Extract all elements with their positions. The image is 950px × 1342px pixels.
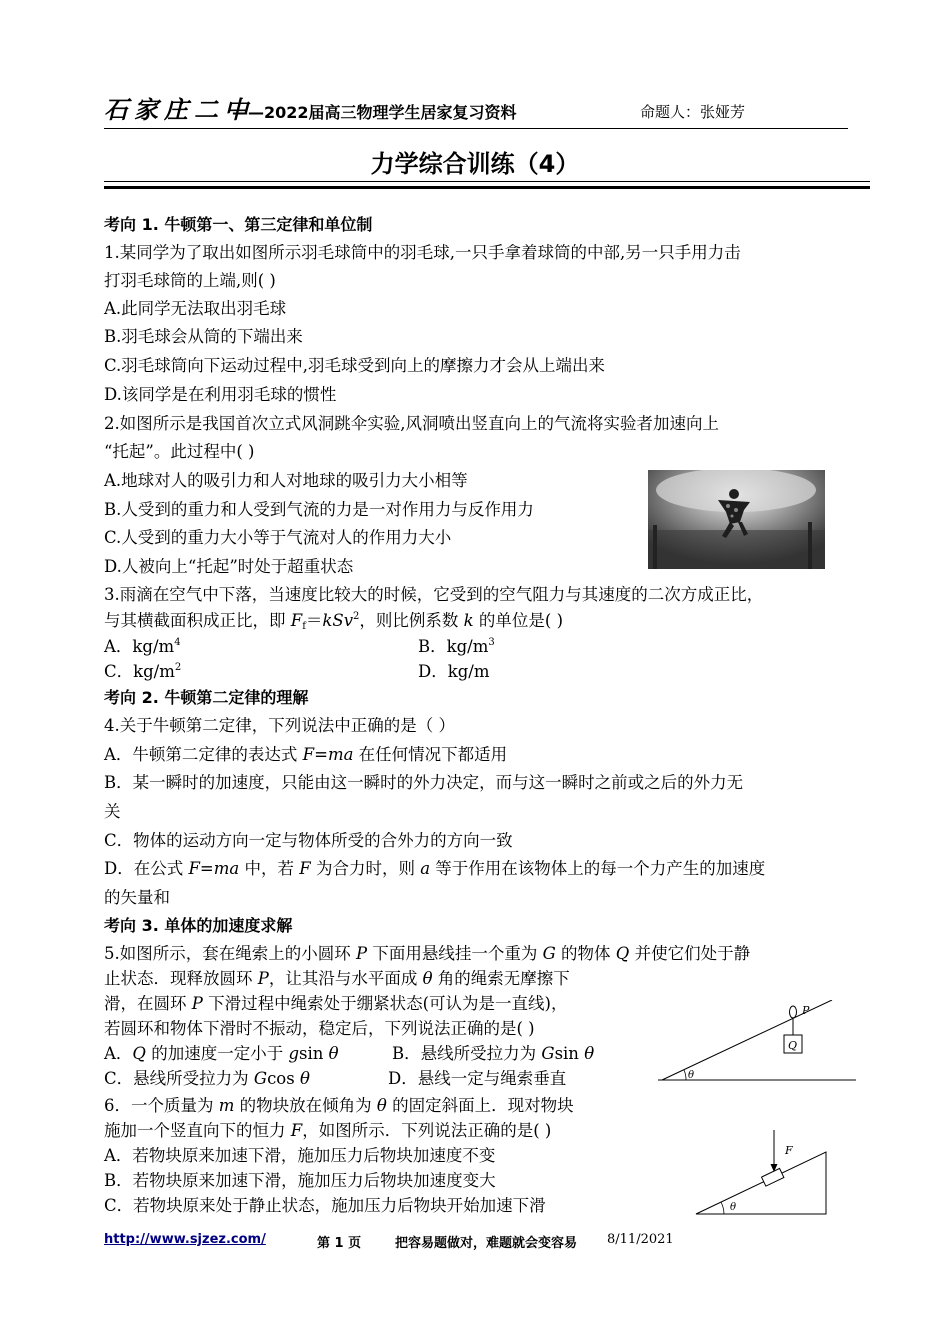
section-heading-1: 考向 1. 牛顿第一、第三定律和单位制 <box>104 215 373 234</box>
q1-stem-line1: 1.某同学为了取出如图所示羽毛球筒中的羽毛球,一只手拿着球筒的中部,另一只手用力击 <box>104 243 741 262</box>
q5-option-b: B．悬线所受拉力为 Gsin θ <box>392 1044 595 1063</box>
q3-option-a: A．$kg/m^4$ <box>104 637 181 656</box>
header-rule <box>104 128 848 129</box>
q1-stem-line2: 打羽毛球筒的上端,则( ) <box>104 271 276 290</box>
q6-fig-f-label: F <box>785 1144 793 1157</box>
q3-formula-exp: 2 <box>353 611 360 622</box>
q3-stem-line1: 3.雨滴在空气中下落，当速度比较大的时候，它受到的空气阻力与其速度的二次方成正比， <box>104 585 764 604</box>
q4-option-c: C．物体的运动方向一定与物体所受的合外力的方向一致 <box>104 831 513 850</box>
footer-slogan: 把容易题做对，难题就会变容易 <box>395 1236 578 1251</box>
q3-option-b: B．$kg/m^3$ <box>418 637 495 656</box>
q4-option-d-line1: D．在公式 F=ma 中，若 F 为合力时，则 a 等于作用在该物体上的每一个力产生的加速度 <box>104 859 766 878</box>
header-title: ——2022届高三物理学生居家复习资料 <box>232 103 517 122</box>
q4-stem: 4.关于牛顿第二定律，下列说法中正确的是（ ） <box>104 716 455 735</box>
q5-stem-line2: 止状态．现释放圆环 P，让其沿与水平面成 θ 角的绳索无摩擦下 <box>104 969 570 988</box>
q3-formula-rhs: kSv <box>322 611 354 630</box>
footer-date: 8/11/2021 <box>607 1232 674 1247</box>
school-logo-text: 石家庄二中 <box>104 95 254 124</box>
q5-fig-theta-label: θ <box>688 1070 695 1081</box>
q5-stem-line1: 5.如图所示，套在绳索上的小圆环 P 下面用悬线挂一个重为 G 的物体 Q 并使它们处于静 <box>104 944 751 963</box>
q5-stem-line4: 若圆环和物体下滑时不振动，稳定后，下列说法正确的是( ) <box>104 1019 535 1038</box>
q2-option-c: C.人受到的重力大小等于气流对人的作用力大小 <box>104 528 452 547</box>
q6-option-a: A．若物块原来加速下滑，施加压力后物块加速度不变 <box>104 1146 496 1165</box>
q1-option-c: C.羽毛球筒向下运动过程中,羽毛球受到向上的摩擦力才会从上端出来 <box>104 356 606 375</box>
title-rule-thick <box>104 186 870 189</box>
header-author: 命题人：张娅芳 <box>640 103 746 121</box>
q5-fig-p-label: P <box>802 1004 810 1017</box>
q3-formula-sub: f <box>302 621 306 632</box>
q3-formula-f: F <box>290 611 303 630</box>
q2-option-a: A.地球对人的吸引力和人对地球的吸引力大小相等 <box>104 471 468 490</box>
section-heading-3: 考向 3. 单体的加速度求解 <box>104 916 293 935</box>
q3-stem-mid: ，则比例系数 <box>359 611 464 630</box>
section-heading-2: 考向 2. 牛顿第二定律的理解 <box>104 688 309 707</box>
q3-stem-text: 与其横截面积成正比，即 <box>104 611 291 630</box>
q6-option-b: B．若物块原来加速下滑，施加压力后物块加速度变大 <box>104 1171 496 1190</box>
title-rule-thin <box>104 181 870 182</box>
page-title: 力学综合训练（4） <box>370 150 580 178</box>
q3-stem-post: 的单位是( ) <box>473 611 564 630</box>
q3-formula-eq: ＝ <box>305 611 323 630</box>
q5-fig-q-label: Q <box>788 1039 798 1052</box>
q3-option-d: D．kg/m <box>418 662 490 681</box>
q4-option-b-line1: B．某一瞬时的加速度，只能由这一瞬时的外力决定，而与这一瞬时之前或之后的外力无 <box>104 773 744 792</box>
q6-incline-diagram <box>690 1128 830 1220</box>
q1-option-a: A.此同学无法取出羽毛球 <box>104 299 287 318</box>
q5-rope-diagram <box>656 1000 856 1090</box>
q2-option-b: B.人受到的重力和人受到气流的力是一对作用力与反作用力 <box>104 500 534 519</box>
q3-k: k <box>463 611 474 630</box>
q5-option-a: A．Q 的加速度一定小于 gsin θ <box>104 1044 339 1063</box>
wind-tunnel-photo <box>648 470 825 569</box>
q6-option-c: C．若物块原来处于静止状态，施加压力后物块开始加速下滑 <box>104 1196 546 1215</box>
q3-stem-line2 <box>104 610 563 632</box>
q6-stem-line2: 施加一个竖直向下的恒力 F，如图所示．下列说法正确的是( ) <box>104 1121 552 1140</box>
q4-option-a: A．牛顿第二定律的表达式 F=ma 在任何情况下都适用 <box>104 745 508 764</box>
q2-stem-line2: “托起”。此过程中( ) <box>104 442 255 461</box>
q3-option-c: C．$kg/m^2$ <box>104 662 182 681</box>
q5-option-d: D．悬线一定与绳索垂直 <box>388 1069 567 1088</box>
q4-option-d-line2: 的矢量和 <box>104 888 170 907</box>
q5-option-c: C．悬线所受拉力为 Gcos θ <box>104 1069 310 1088</box>
q4-option-b-line2: 关 <box>104 802 121 821</box>
q6-fig-theta-label: θ <box>730 1202 737 1213</box>
q6-stem-line1: 6．一个质量为 m 的物块放在倾角为 θ 的固定斜面上．现对物块 <box>104 1096 574 1115</box>
q2-stem-line1: 2.如图所示是我国首次立式风洞跳伞实验,风洞喷出竖直向上的气流将实验者加速向上 <box>104 414 719 433</box>
q1-option-b: B.羽毛球会从筒的下端出来 <box>104 327 303 346</box>
q5-stem-line3: 滑，在圆环 P 下滑过程中绳索处于绷紧状态(可认为是一直线)， <box>104 994 568 1013</box>
q2-option-d: D.人被向上“托起”时处于超重状态 <box>104 557 354 576</box>
footer-website-link[interactable]: http://www.sjzez.com/ <box>104 1232 266 1247</box>
q1-option-d: D.该同学是在利用羽毛球的惯性 <box>104 385 337 404</box>
footer-page-number: 第 1 页 <box>317 1236 362 1251</box>
